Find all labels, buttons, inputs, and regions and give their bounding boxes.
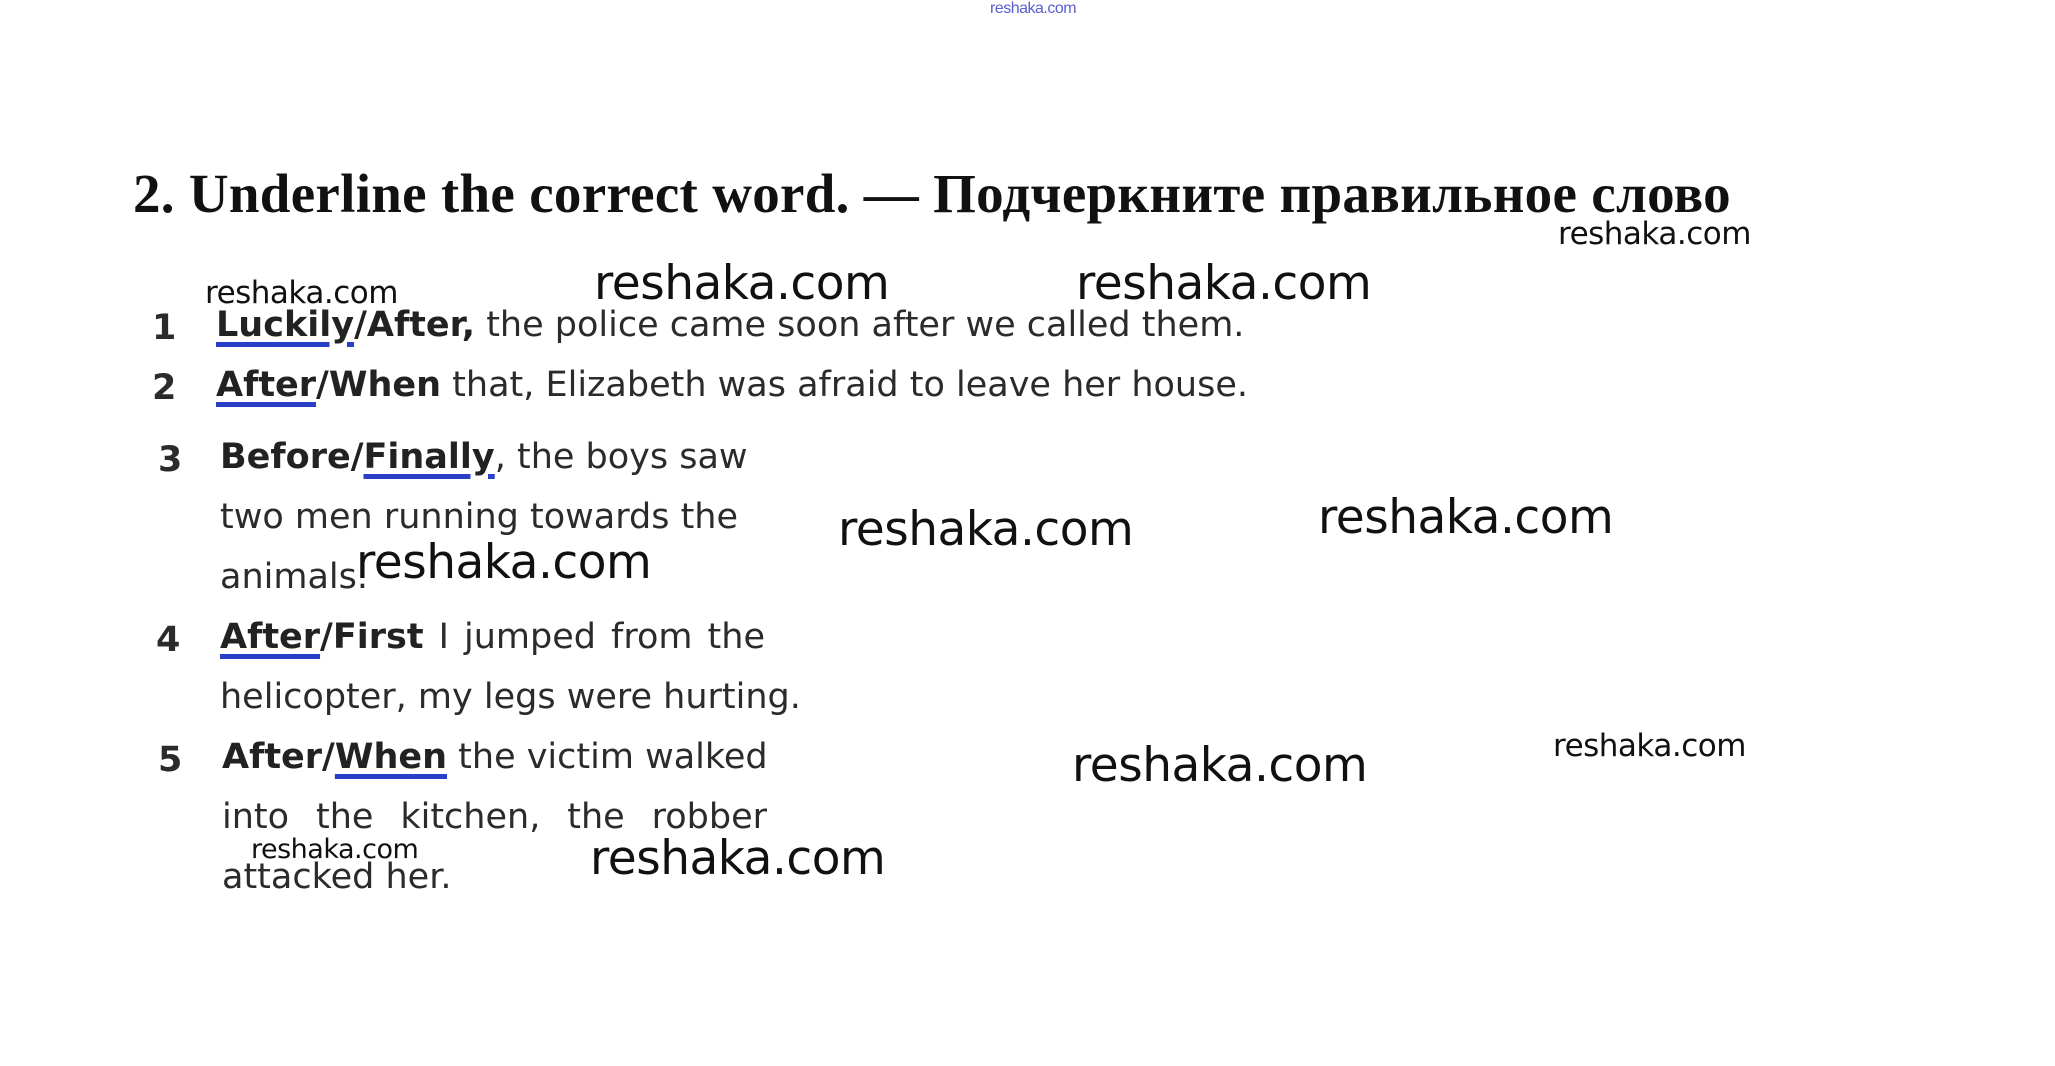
- site-mark[interactable]: reshaka.com: [990, 0, 1077, 17]
- item-1-number: 1: [152, 308, 177, 348]
- item-5-line-3: attacked her.: [222, 857, 452, 897]
- watermark: reshaka.com: [1076, 256, 1372, 311]
- item-2-text: that, Elizabeth was afraid to leave her house.: [441, 365, 1248, 405]
- item-3-option-a[interactable]: Before: [220, 437, 351, 477]
- item-4-number: 4: [156, 620, 181, 660]
- item-3-number: 3: [158, 440, 183, 480]
- watermark: reshaka.com: [356, 535, 652, 590]
- item-4-option-b[interactable]: First: [332, 617, 424, 657]
- watermark: reshaka.com: [1318, 490, 1614, 545]
- item-1-option-a[interactable]: Luckily: [216, 305, 355, 345]
- item-5-option-b[interactable]: When: [334, 737, 448, 777]
- item-4-line-1: [220, 617, 765, 657]
- item-2-line-1: [216, 365, 1248, 405]
- watermark: reshaka.com: [1553, 728, 1746, 764]
- watermark: reshaka.com: [1558, 216, 1751, 252]
- watermark: reshaka.com: [205, 275, 398, 311]
- item-4-text: I jumped from the: [423, 617, 765, 657]
- item-3-text: , the boys saw: [494, 437, 748, 477]
- watermark: reshaka.com: [594, 256, 890, 311]
- exercise-title: 2. Underline the correct word. — Подчеркните правильное слово: [133, 163, 1731, 224]
- item-1-text: the police came soon after we called them.: [475, 305, 1245, 345]
- item-3-line-3: animals.: [220, 557, 368, 597]
- item-2-option-a[interactable]: After: [216, 365, 317, 405]
- exercise-scan: [138, 275, 1248, 905]
- item-3-line-2: two men running towards the: [220, 497, 739, 537]
- item-2-number: 2: [152, 368, 177, 408]
- item-4-separator: /: [320, 617, 333, 657]
- item-2-option-b[interactable]: When: [328, 365, 442, 405]
- item-5-text: the victim walked: [447, 737, 768, 777]
- item-1-option-b[interactable]: After,: [366, 305, 476, 345]
- item-2-separator: /: [316, 365, 329, 405]
- item-5-number: 5: [158, 740, 183, 780]
- item-5-line-1: [222, 737, 767, 777]
- watermark: reshaka.com: [251, 834, 419, 865]
- item-3-line-1: [220, 437, 748, 477]
- item-3-option-b[interactable]: Finally: [363, 437, 495, 477]
- item-4-line-2: helicopter, my legs were hurting.: [220, 677, 801, 717]
- item-1-separator: /: [354, 305, 367, 345]
- watermark: reshaka.com: [590, 831, 886, 886]
- item-5-line-2: into the kitchen, the robber: [222, 797, 767, 837]
- item-5-option-a[interactable]: After: [222, 737, 323, 777]
- watermark: reshaka.com: [838, 502, 1134, 557]
- item-1-line-1: [216, 305, 1244, 345]
- watermark: reshaka.com: [1072, 738, 1368, 793]
- item-4-option-a[interactable]: After: [220, 617, 321, 657]
- item-5-separator: /: [322, 737, 335, 777]
- item-3-separator: /: [350, 437, 364, 477]
